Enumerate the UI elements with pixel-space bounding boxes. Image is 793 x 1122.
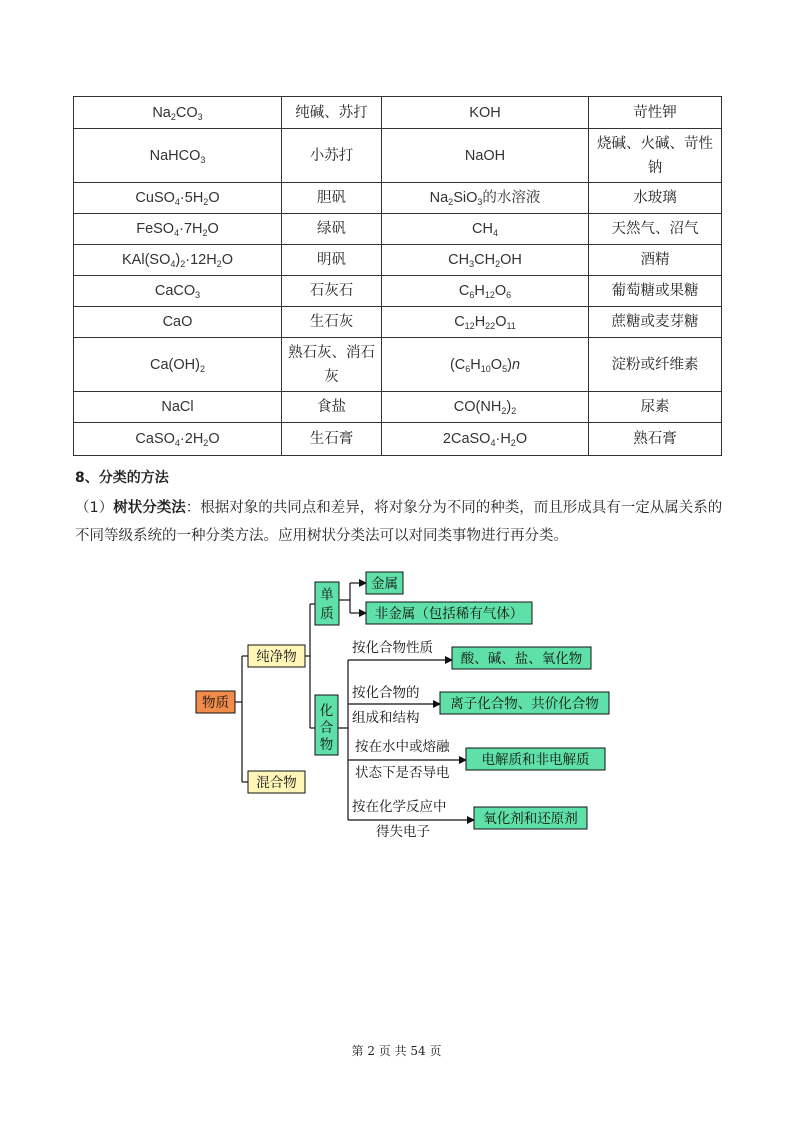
common-name-cell: 烧碱、火碱、苛性钠 — [589, 129, 722, 183]
compound-label — [320, 703, 334, 753]
vertical-char: 合 — [319, 720, 334, 736]
formula-subscript: 4 — [492, 228, 498, 238]
formula-text: H — [474, 283, 485, 299]
formula-subscript: 6 — [469, 290, 475, 300]
item-prefix: （1） — [75, 500, 114, 516]
formula-subscript: 4 — [174, 438, 180, 448]
formula-text: Na — [429, 190, 449, 206]
formula-text: O — [221, 252, 233, 268]
formula-text: C — [458, 283, 470, 299]
criterion-conductivity-2: 状态下是否导电 — [355, 765, 450, 781]
formula-subscript: 2 — [203, 438, 209, 448]
formula-italic: n — [511, 356, 521, 373]
formula-text: CH — [474, 252, 496, 268]
formula-subscript: 3 — [477, 197, 483, 207]
formula-text: ) — [506, 399, 512, 415]
formula-subscript: 6 — [506, 290, 512, 300]
criterion-properties: 按化合物性质 — [352, 640, 433, 656]
criterion-composition-2: 组成和结构 — [352, 710, 420, 726]
formula-subscript: 10 — [480, 363, 491, 374]
formula-text: CuSO — [135, 190, 175, 206]
formula-text: O — [494, 283, 507, 299]
formula-subscript: 3 — [469, 259, 475, 269]
formula-text: ·7H — [179, 221, 203, 237]
result-compounds: 离子化合物、共价化合物 — [450, 696, 599, 712]
formula-subscript: 12 — [484, 290, 495, 300]
formula-text: CO — [175, 104, 198, 121]
criterion-conductivity-1: 按在水中或熔融 — [355, 739, 450, 755]
common-name-cell: 蔗糖或麦芽糖 — [589, 307, 722, 338]
formula-text: CaSO — [135, 431, 175, 447]
formula-subscript: 3 — [200, 154, 206, 165]
formula-text: Na — [152, 104, 171, 121]
vertical-char: 质 — [320, 606, 334, 622]
common-name-cell: 天然气、沼气 — [589, 214, 722, 245]
formula-text: Ca(OH) — [150, 356, 200, 373]
formula-subscript: 3 — [197, 111, 203, 122]
formula-subscript: 2 — [495, 259, 501, 269]
formula-text: NaCl — [161, 399, 194, 415]
formula-text: O — [490, 356, 503, 373]
common-name-cell: 石灰石 — [282, 276, 382, 307]
formula-text: ·5H — [179, 190, 204, 206]
vertical-char: 物 — [319, 737, 334, 753]
common-name-cell: 绿矾 — [282, 214, 382, 245]
formula-subscript: 3 — [195, 290, 201, 300]
common-name-cell: 明矾 — [282, 245, 382, 276]
formula-subscript: 2 — [199, 363, 205, 374]
pure-substance-label: 纯净物 — [256, 649, 297, 665]
common-name-cell: 苛性钾 — [589, 97, 722, 129]
formula-text: FeSO — [136, 221, 175, 237]
common-name-cell: 生石灰 — [282, 307, 382, 338]
formula-text: NaOH — [464, 147, 506, 164]
formula-text: SiO — [453, 190, 478, 206]
formula-subscript: 5 — [502, 363, 508, 374]
formula-text: KOH — [469, 104, 501, 121]
formula-text: O — [208, 431, 220, 447]
formula-text: CaO — [162, 314, 193, 330]
formula-subscript: 6 — [465, 363, 471, 374]
formula-text: ·H — [495, 431, 511, 447]
nonmetal-label: 非金属（包括稀有气体） — [374, 606, 524, 622]
formula-text: OH — [500, 252, 522, 268]
item-text: ：根据对象的共同点和差异，将对象分为不同的种类，而且形成具有一定从属关系的不同等级系统的一种分类方法。应用树状分类法可以对同类事物进行再分类。 — [75, 500, 723, 544]
result-acids: 酸、碱、盐、氧化物 — [460, 651, 583, 667]
formula-subscript: 4 — [490, 438, 496, 448]
formula-subscript: 11 — [506, 321, 516, 331]
common-name-cell: 小苏打 — [282, 129, 382, 183]
common-name-cell: 熟石灰、消石灰 — [282, 338, 382, 392]
formula-text: H — [474, 314, 486, 330]
common-name-cell: 葡萄糖或果糖 — [589, 276, 722, 307]
page-footer: 第 2 页 共 54 页 — [351, 1044, 442, 1058]
result-redox: 氧化剂和还原剂 — [483, 811, 578, 827]
criterion-electrons-1: 按在化学反应中 — [352, 799, 447, 815]
formula-subscript: 12 — [464, 321, 475, 331]
formula-subscript: 2 — [170, 111, 176, 122]
formula-text: CO(NH — [453, 399, 502, 415]
formula-subscript: 2 — [510, 438, 516, 448]
formula-subscript: 2 — [501, 406, 507, 416]
common-name-cell: 生石膏 — [282, 423, 382, 456]
formula-text: 的水溶液 — [482, 190, 541, 206]
criterion-electrons-2: 得失电子 — [376, 824, 430, 840]
common-name-cell: 酒精 — [589, 245, 722, 276]
formula-text: 2CaSO — [442, 431, 491, 447]
section-heading: 8、分类的方法 — [75, 470, 169, 486]
vertical-char: 单 — [320, 587, 334, 603]
common-name-cell: 食盐 — [282, 392, 382, 423]
formula-text: NaHCO — [149, 147, 201, 164]
formula-text: O — [208, 190, 220, 206]
vertical-char: 化 — [319, 703, 334, 719]
formula-subscript: 4 — [174, 228, 180, 238]
mixture-label: 混合物 — [256, 775, 297, 791]
formula-text: ·12H — [185, 252, 217, 268]
formula-text: H — [470, 356, 481, 373]
metal-label: 金属 — [371, 576, 398, 592]
common-name-cell: 熟石膏 — [589, 423, 722, 456]
formula-subscript: 2 — [202, 228, 208, 238]
formula-text: ) — [175, 252, 181, 268]
formula-subscript: 2 — [216, 259, 222, 269]
formula-text: O — [207, 221, 219, 237]
formula-text: (C — [449, 356, 466, 373]
formula-text: CaCO — [154, 283, 196, 299]
formula-text: ·2H — [179, 431, 204, 447]
formula-subscript: 2 — [203, 197, 209, 207]
formula-subscript: 2 — [180, 259, 186, 269]
formula-subscript: 4 — [174, 197, 180, 207]
formula-text: O — [495, 314, 507, 330]
item-term: 树状分类法 — [113, 500, 186, 516]
common-name-cell: 水玻璃 — [589, 183, 722, 214]
common-name-cell: 纯碱、苏打 — [282, 97, 382, 129]
criterion-composition-1: 按化合物的 — [352, 685, 420, 701]
formula-text: KAl(SO — [122, 252, 171, 268]
common-name-cell: 尿素 — [589, 392, 722, 423]
common-name-cell: 胆矾 — [282, 183, 382, 214]
formula-subscript: 2 — [448, 197, 454, 207]
formula-text: ) — [507, 356, 512, 373]
formula-text: C — [454, 314, 465, 330]
root-label: 物质 — [202, 695, 229, 711]
common-name-cell: 淀粉或纤维素 — [589, 338, 722, 392]
result-electrolytes: 电解质和非电解质 — [481, 752, 590, 768]
formula-text: CH — [472, 221, 493, 237]
formula-subscript: 2 — [511, 406, 517, 416]
formula-subscript: 4 — [170, 259, 176, 269]
formula-text: O — [515, 431, 528, 447]
formula-text: CH — [448, 252, 470, 268]
formula-subscript: 22 — [485, 321, 496, 331]
